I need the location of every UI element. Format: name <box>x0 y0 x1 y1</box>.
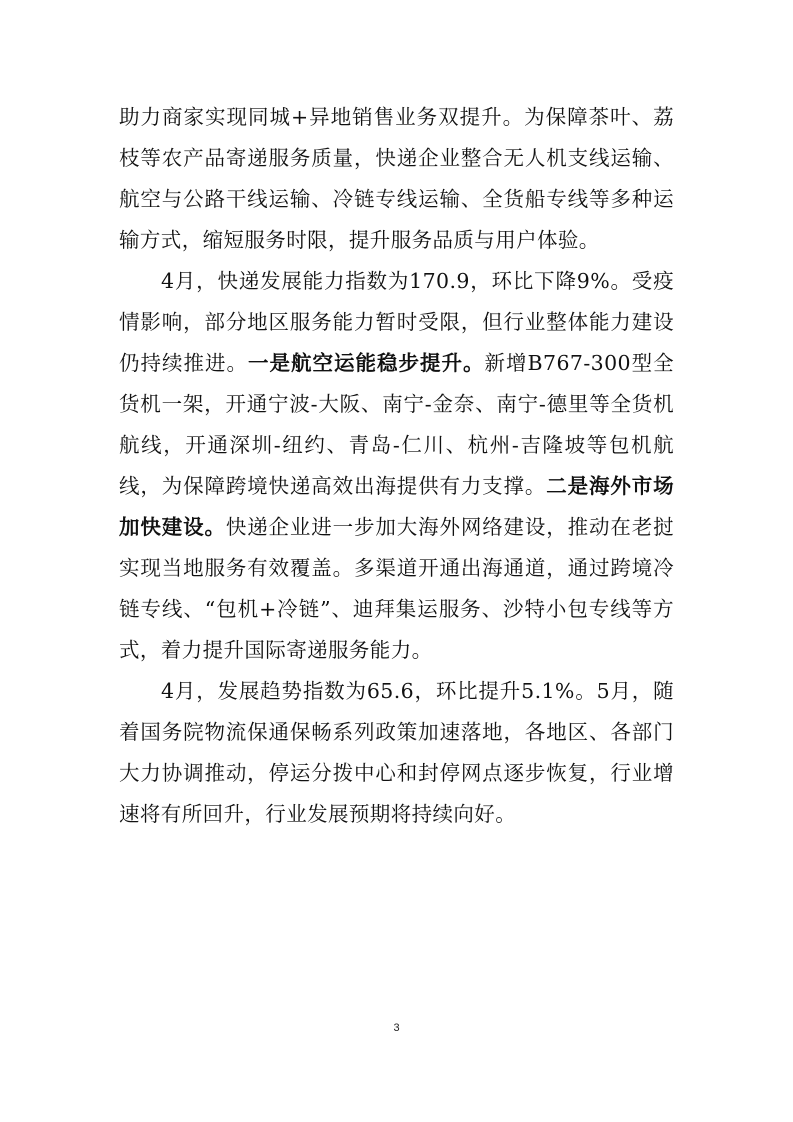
paragraph-2-text-b: 新增B767-300型全货机一架，开通宁波-大阪、南宁-金奈、南宁-德里等全货机航线，开通深圳-纽约、青岛-仁川、杭州-吉隆坡等包机航线，为保障跨境快递高效出海提供有力支撑。 <box>119 351 674 498</box>
paragraph-2-heading-air-capacity: 一是航空运能稳步提升。 <box>248 351 485 375</box>
paragraph-1-text: 助力商家实现同城+异地销售业务双提升。为保障茶叶、荔枝等农产品寄递服务质量，快递企业整合无人机支线运输、航空与公路干线运输、冷链专线运输、全货船专线等多种运输方式，缩短服务时限，提升服务品质与用户体验。 <box>119 105 674 252</box>
paragraph-3 <box>119 671 674 835</box>
paragraph-2 <box>119 261 674 671</box>
page-number: 3 <box>393 1022 400 1034</box>
paragraph-1 <box>119 97 674 261</box>
paragraph-2-text-c: 快递企业进一步加大海外网络建设，推动在老挝实现当地服务有效覆盖。多渠道开通出海通道，通过跨境冷链专线、“包机+冷链”、迪拜集运服务、沙特小包专线等方式，着力提升国际寄递服务能力。 <box>119 515 675 662</box>
paragraph-2-text-a: 4月，快递发展能力指数为170.9，环比下降9%。受疫情影响，部分地区服务能力暂时受限，但行业整体能力建设仍持续推进。 <box>119 269 674 375</box>
document-body <box>119 97 674 835</box>
paragraph-2-heading-overseas-market: 二是海外市场加快建设。 <box>119 474 674 539</box>
paragraph-3-text: 4月，发展趋势指数为65.6，环比提升5.1%。5月，随着国务院物流保通保畅系列政策加速落地，各地区、各部门大力协调推动，停运分拨中心和封停网点逐步恢复，行业增速将有所回升，行业发展预期将持续向好。 <box>119 679 674 826</box>
